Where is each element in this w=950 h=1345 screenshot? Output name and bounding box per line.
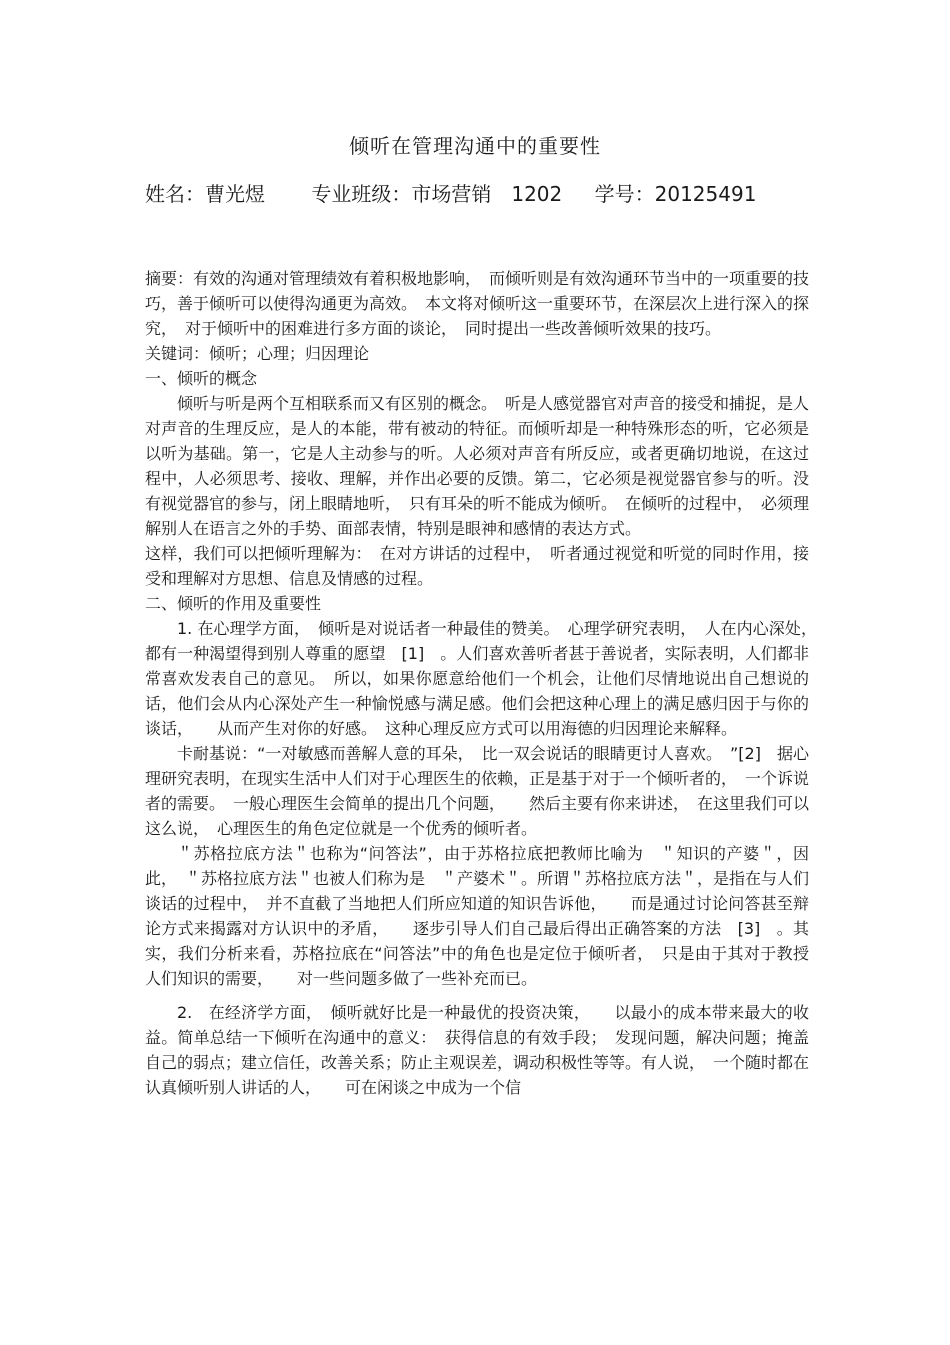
body-paragraph: 卡耐基说：“一对敏感而善解人意的耳朵， 比一双会说话的眼睛更讨人喜欢。 ”[2] 据心理研究表明，在现实生活中人们对于心理医生的依赖，正是基于对于一个倾听者的， 一个诉说者的需要。 一般心理医生会简单的提出几个问题， 然后主要有你来讲述， 在这里我们可以这么说， 心理医生的角色定位就是一个优秀的倾听者。 (145, 744, 810, 838)
abstract-paragraph: 摘要：有效的沟通对管理绩效有着积极地影响， 而倾听则是有效沟通环节当中的一项重要的技巧，善于倾听可以使得沟通更为高效。 本文将对倾听这一重要环节，在深层次上进行深入的探究， 对于倾听中的困难进行多方面的谈论， 同时提出一些改善倾听效果的技巧。 (145, 269, 810, 338)
body-paragraph: 这样，我们可以把倾听理解为： 在对方讲话的过程中， 听者通过视觉和听觉的同时作用，接受和理解对方思想、信息及情感的过程。 (145, 544, 809, 588)
body-paragraph: 2. 在经济学方面， 倾听就好比是一种最优的投资决策， 以最小的成本带来最大的收益。简单总结一下倾听在沟通中的意义： 获得信息的有效手段； 发现问题，解决问题；掩盖自己的弱点；建立信任，改善关系；防止主观误差，调动积极性等等。有人说， 一个随时都在认真倾听别人讲话的人， 可在闲谈之中成为一个信 (145, 1003, 810, 1097)
section-heading: 一、倾听的概念 (145, 369, 258, 388)
keywords-line: 关键词：倾听；心理；归因理论 (145, 344, 370, 363)
body-paragraph: 倾听与听是两个互相联系而又有区别的概念。 听是人感觉器官对声音的接受和捕捉，是人对声音的生理反应，是人的本能，带有被动的特征。而倾听却是一种特殊形态的听，它必须是以听为基础。第一，它是人主动参与的听。人必须对声音有所反应，或者更确切地说，在这过程中，人必须思考、接收、理解，并作出必要的反馈。第二，它必须是视觉器官参与的听。没有视觉器官的参与，闭上眼睛地听， 只有耳朵的听不能成为倾听。 在倾听的过程中， 必须理解别人在语言之外的手势、面部表情，特别是眼神和感情的表达方式。 (145, 394, 810, 538)
author-line (145, 178, 845, 207)
section-heading: 二、倾听的作用及重要性 (145, 594, 322, 613)
body-paragraph: 1. 在心理学方面， 倾听是对说话者一种最佳的赞美。 心理学研究表明， 人在内心深处， 都有一种渴望得到别人尊重的愿望 [1] 。人们喜欢善听者甚于善说者，实际表明，人们都非常喜欢发表自己的意见。 所以，如果你愿意给他们一个机会，让他们尽情地说出自己想说的话，他们会从内心深处产生一种愉悦感与满足感。他们会把这种心理上的满足感归因于与你的谈话， 从而产生对你的好感。 这种心理反应方式可以用海德的归因理论来解释。 (145, 619, 826, 738)
author-name: 姓名：曹光煜 (145, 182, 265, 206)
document-title: 倾听在管理沟通中的重要性 (349, 134, 601, 158)
author-class: 专业班级：市场营销 1202 (311, 182, 563, 206)
body-paragraph: ＂苏格拉底方法＂也称为“问答法”，由于苏格拉底把教师比喻为 ＂知识的产婆＂，因此， ＂苏格拉底方法＂也被人们称为是 ＂产婆术＂。所谓＂苏格拉底方法＂，是指在与人们谈话的过程中， 并不直截了当地把人们所应知道的知识告诉他， 而是通过讨论问答甚至辩论方式来揭露对方认识中的矛盾， 逐步引导人们自己最后得出正确答案的方法 [3] 。其实，我们分析来看，苏格拉底在“问答法”中的角色也是定位于倾听者， 只是由于其对于教授人们知识的需要， 对一些问题多做了一些补充而已。 (145, 844, 810, 988)
author-student-id: 学号：20125491 (594, 182, 757, 206)
document-body (145, 266, 826, 1100)
